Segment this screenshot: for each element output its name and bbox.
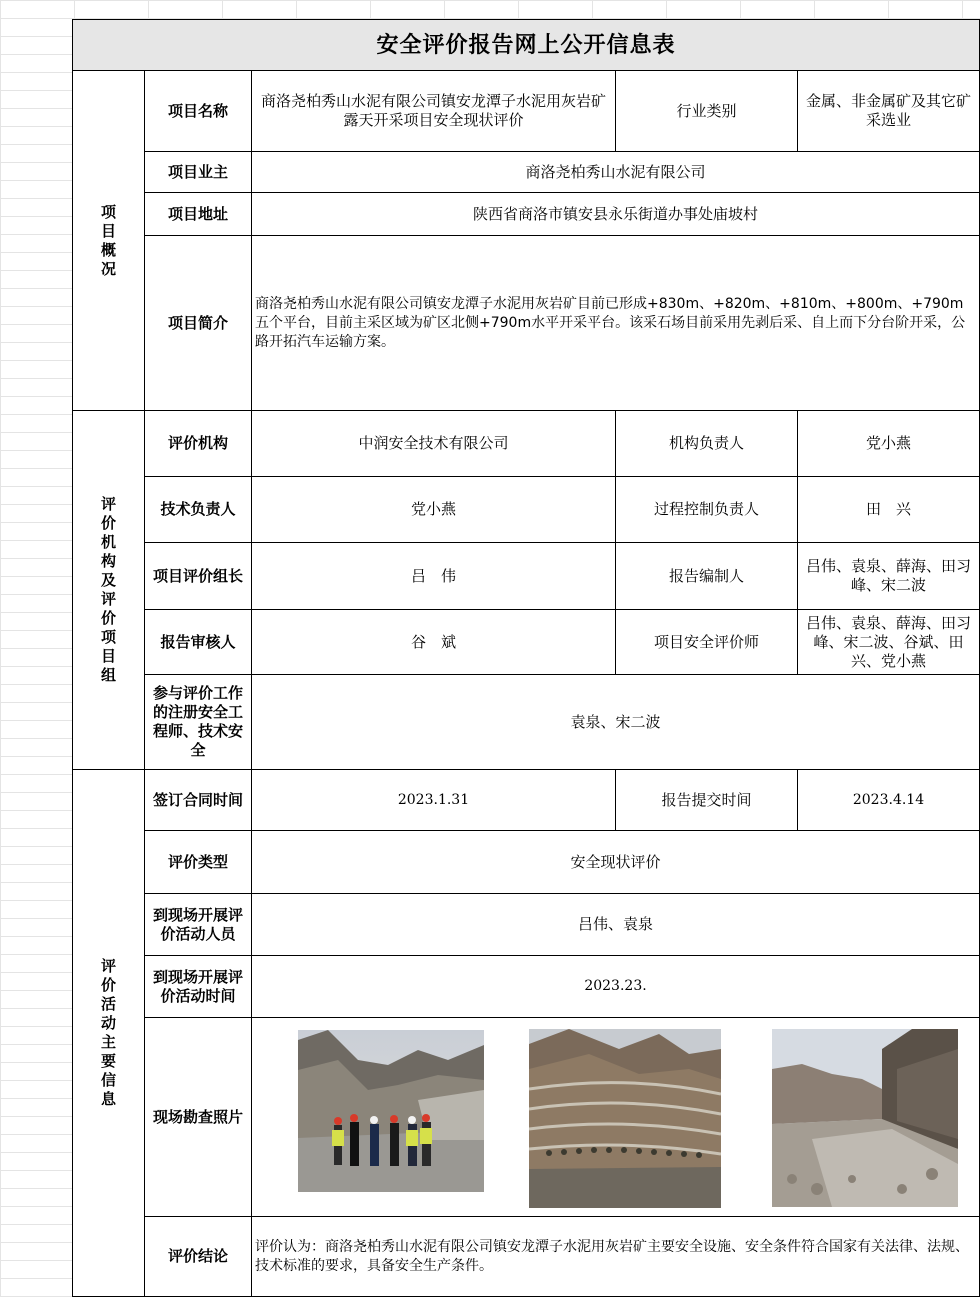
onsite-staff-value: 吕伟、袁泉	[251, 893, 980, 956]
eval-type-label: 评价类型	[144, 830, 252, 894]
project-name-value: 商洛尧柏秀山水泥有限公司镇安龙潭子水泥用灰岩矿露天开采项目安全现状评价	[251, 70, 616, 152]
section-org-label: 评 价 机 构 及 评 价 项 目 组	[100, 495, 116, 684]
eval-type-value: 安全现状评价	[251, 830, 980, 894]
address-value: 陕西省商洛市镇安县永乐街道办事处庙坡村	[251, 192, 980, 236]
owner-value: 商洛尧柏秀山水泥有限公司	[251, 151, 980, 193]
intro-label: 项目简介	[144, 235, 252, 411]
project-name-label: 项目名称	[144, 70, 252, 152]
onsite-staff-label: 到现场开展评价活动人员	[144, 893, 252, 956]
section-org	[72, 410, 145, 770]
engineer-label: 参与评价工作的注册安全工程师、技术安全	[144, 674, 252, 770]
report-writer-label: 报告编制人	[615, 542, 798, 610]
contract-date-value: 2023.1.31	[251, 769, 616, 831]
report-writer-value: 吕伟、袁泉、薛海、田习峰、宋二波	[797, 542, 980, 610]
agency-head-value: 党小燕	[797, 410, 980, 477]
assessor-label: 项目安全评价师	[615, 609, 798, 675]
tech-lead-label: 技术负责人	[144, 476, 252, 543]
section-activity	[72, 769, 145, 1297]
site-photo-road	[772, 1029, 958, 1207]
site-photo-benches	[529, 1029, 721, 1208]
site-photo-team	[298, 1030, 484, 1192]
address-label: 项目地址	[144, 192, 252, 236]
agency-value: 中润安全技术有限公司	[251, 410, 616, 477]
intro-value: 商洛尧柏秀山水泥有限公司镇安龙潭子水泥用灰岩矿目前已形成+830m、+820m、+810m、+800m、+790m五个平台，目前主采区域为矿区北侧+790m水平开采平台。该采石场目前采用先剥后采、自上而下分台阶开采，公路开拓汽车运输方案。	[251, 235, 980, 411]
section-overview	[72, 70, 145, 411]
submit-date-value: 2023.4.14	[797, 769, 980, 831]
agency-label: 评价机构	[144, 410, 252, 477]
agency-head-label: 机构负责人	[615, 410, 798, 477]
reviewer-value: 谷 斌	[251, 609, 616, 675]
team-leader-label: 项目评价组长	[144, 542, 252, 610]
table-title: 安全评价报告网上公开信息表	[72, 19, 980, 71]
site-photos-label: 现场勘查照片	[144, 1017, 252, 1217]
tech-lead-value: 党小燕	[251, 476, 616, 543]
section-activity-label: 评 价 活 动 主 要 信 息	[100, 957, 116, 1108]
contract-date-label: 签订合同时间	[144, 769, 252, 831]
process-lead-label: 过程控制负责人	[615, 476, 798, 543]
reviewer-label: 报告审核人	[144, 609, 252, 675]
industry-value: 金属、非金属矿及其它矿采选业	[797, 70, 980, 152]
section-overview-label: 项 目 概 况	[100, 202, 116, 278]
assessor-value: 吕伟、袁泉、薛海、田习峰、宋二波、谷斌、田兴、党小燕	[797, 609, 980, 675]
owner-label: 项目业主	[144, 151, 252, 193]
conclusion-label: 评价结论	[144, 1216, 252, 1297]
process-lead-value: 田 兴	[797, 476, 980, 543]
conclusion-value: 评价认为：商洛尧柏秀山水泥有限公司镇安龙潭子水泥用灰岩矿主要安全设施、安全条件符合国家有关法律、法规、技术标准的要求，具备安全生产条件。	[251, 1216, 980, 1297]
industry-label: 行业类别	[615, 70, 798, 152]
team-leader-value: 吕 伟	[251, 542, 616, 610]
engineer-value: 袁泉、宋二波	[251, 674, 980, 770]
onsite-time-label: 到现场开展评价活动时间	[144, 955, 252, 1018]
onsite-time-value: 2023.23.	[251, 955, 980, 1018]
submit-date-label: 报告提交时间	[615, 769, 798, 831]
